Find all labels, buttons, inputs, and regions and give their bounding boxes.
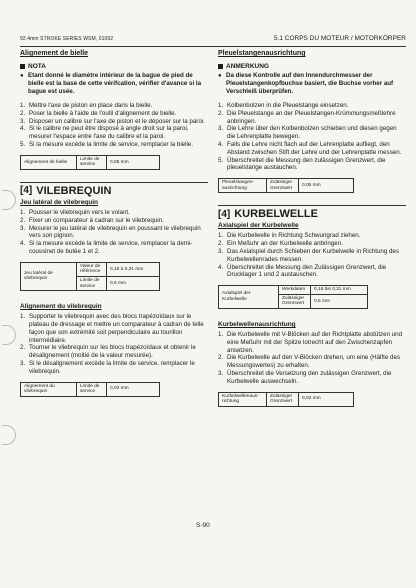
step-text: Si la mesure excède la limite de service, remplacer la bielle. (29, 140, 194, 148)
spec-limit-label: Zulässiger Grenzwert (279, 294, 311, 308)
step-number: 3. (20, 117, 26, 125)
step-number: 1. (20, 208, 26, 216)
step-item (20, 209, 208, 217)
step-list (218, 232, 406, 279)
chapter-heading: [4] KURBELWELLE (218, 205, 406, 220)
binder-hole (2, 325, 16, 345)
spec-table (218, 392, 354, 407)
step-item (20, 344, 208, 360)
spec-column: Limite de service (77, 155, 107, 169)
step-number: 4. (218, 140, 224, 148)
step-number: 3. (218, 125, 224, 133)
step-number: 4. (218, 263, 224, 271)
spec-column: Zulässiger Grenzwert (267, 392, 299, 406)
step-number: 2. (218, 354, 224, 362)
spec-table (20, 155, 160, 170)
step-list (20, 102, 208, 149)
step-number: 1. (218, 102, 224, 109)
chapter-heading: [4] VILEBREQUIN (20, 182, 208, 197)
step-number: 1. (218, 232, 224, 240)
step-number: 3. (20, 359, 26, 367)
step-item (20, 125, 208, 141)
step-item (218, 157, 406, 173)
step-text: Mettre l'axe de piston en place dans la bielle. (29, 102, 153, 109)
spec-value: 0,05 mm (299, 179, 354, 193)
subsection-title: Axialspiel der Kurbelwelle (218, 222, 299, 230)
step-item (218, 125, 406, 141)
step-number: 1. (20, 102, 26, 109)
step-text: Tourner le vilebrequin sur les blocs trapézoïdaux et obtenir le désalignement (moitié de la valeur mesurée). (29, 344, 196, 360)
step-item (218, 264, 406, 280)
french-column (20, 50, 208, 397)
step-text: Überschreitet die Messung den zulässigen Grenzwert, die pleuelstange austauchen. (227, 156, 386, 172)
step-text: Überschreitet die Versetzung den zulässigen Grenzwert, die Kurbelwelle auswechseln. (227, 369, 392, 385)
spec-table (20, 262, 160, 291)
step-number: 3. (20, 224, 26, 232)
step-text: Die Pleuelstange an der Pleuelstangen-Krümmungsmeßlehre anbringen. (227, 109, 396, 125)
step-item (20, 217, 208, 225)
square-bullet-icon (218, 64, 223, 69)
step-number: 4. (20, 240, 26, 248)
header-left: 92.4mm STROKE SERIES WSM, 01092 (20, 36, 114, 42)
step-item (20, 141, 208, 149)
step-number: 2. (20, 109, 26, 117)
spec-ref-value: 0,15 bis 0,31 mm (311, 286, 368, 295)
step-text: Die Kurbelwelle mit V-Blöcken auf der Richtplatte abstützen und eine Meßuhr mit der Spitze lotrecht auf den Zwischenzapfen ansetzen. (227, 330, 403, 354)
spec-value: 0,02 mm (299, 392, 354, 406)
step-text: Die Kurbelwelle auf den V-Blöcken drehen, um eine (Hälfte des Messungswertes) zu erhalten. (227, 354, 401, 370)
step-item (218, 102, 406, 110)
subsection-title: Alignement du vilebrequin (20, 303, 102, 311)
step-text: Kolbenbolzen in die Pleuelstange einsetzen. (227, 102, 349, 109)
step-number: 2. (20, 216, 26, 224)
step-item (218, 240, 406, 248)
step-text: Das Axialspiel durch Schieben der Kurbelwelle in Richtung des Kurbelwellenrades messen. (227, 247, 399, 263)
note-heading: NOTA (20, 63, 208, 70)
step-item (20, 360, 208, 376)
spec-ref-label: Werkdaten (279, 286, 311, 295)
section-title: Pleuelstangenausrichtung (218, 50, 306, 57)
step-text: Si la mesure excède la limite de service, remplacer la demi-coussinet de butée 1 et 2. (29, 240, 193, 255)
step-list (218, 331, 406, 386)
spec-label: Alignement de bielle (21, 155, 77, 169)
step-number: 1. (20, 313, 26, 321)
spec-limit-value: 0,5 mm (311, 294, 368, 308)
spec-label: Kurbelwellenaus-richtung (219, 392, 267, 406)
step-number: 2. (218, 109, 224, 117)
step-text: Si le calibre ne peut être disposé à angle droit sur la paroi, mesurer l'espace entre l'axe du calibre et la paroi. (29, 125, 189, 141)
step-list (20, 313, 208, 375)
step-text: Fixer un comparateur à cadran sur le vilebrequin. (29, 216, 164, 224)
step-text: Ein Meßuhr an der Kurbelwelle anbringen. (227, 240, 343, 248)
step-number: 2. (20, 344, 26, 352)
spec-label: Jeu latéral de vilebrequin (21, 262, 77, 290)
header-rule (20, 46, 406, 47)
step-text: Poser la bielle à l'aide de l'outil d'alignement de bielle. (29, 109, 177, 117)
spec-value: 0,05 mm (107, 155, 160, 169)
spec-table (20, 382, 160, 397)
step-item (20, 225, 208, 241)
step-text: Mesurer le jeu latéral de vilebrequin en poussant le vilebrequin vers son pignon. (29, 224, 201, 240)
square-bullet-icon (20, 64, 25, 69)
step-item (218, 110, 406, 126)
spec-column: Zulässiger Grenzwert (267, 179, 299, 193)
step-item (20, 102, 208, 110)
step-item (20, 240, 208, 256)
spec-table (218, 178, 354, 193)
step-list (218, 102, 406, 172)
page-number: S-90 (196, 522, 210, 529)
step-number: 5. (20, 140, 26, 148)
binder-hole (2, 425, 16, 445)
step-number: 3. (218, 247, 224, 255)
step-text: Die Kurbelwelle in Richtung Schwungrad ziehen. (227, 232, 361, 240)
header-right: 5.1 CORPS DU MOTEUR / MOTORKÖRPER (273, 35, 406, 42)
note-text: ● Da diese Kontrolle auf den Innendurchmesser der Pleuelstangenkopfbuchse basiert, die Buchse vorher auf Verschleiß überprüfen. (218, 72, 406, 96)
section-title: Alignement de bielle (20, 50, 89, 57)
step-item (218, 354, 406, 370)
step-number: 4. (20, 125, 26, 133)
spec-ref-label: Valeur de référence (77, 262, 107, 276)
spec-table (218, 285, 368, 309)
step-text: Die Lehre über den Kolbenbolzen schieben und diesen gegen die Lehrenplatte bewegen. (227, 125, 397, 141)
step-number: 1. (218, 330, 224, 338)
step-text: Si le désalignement excède la limite de service, remplacer le vilebrequin. (29, 359, 195, 375)
note-heading: ANMERKUNG (218, 63, 406, 70)
step-item (20, 313, 208, 344)
step-text: Disposer un calibre sur l'axe de piston et le déposer sur la paroi. (29, 117, 205, 125)
german-column (218, 50, 406, 407)
step-text: Supporter le vilebrequin avec des blocs trapézoïdaux sur le plateau de dressage et mettre un comparateur à cadran de telle façon que son extrémité soit perpendiculaire au tourillon intermédiaire. (29, 313, 204, 344)
spec-limit-value: 0,5 mm (107, 276, 160, 290)
binder-hole (2, 190, 16, 210)
step-text: Überschreitet die Messung den Zulässigen Grenzwert, die Drucklager 1 und 2 austauschen. (227, 263, 387, 279)
step-item (218, 248, 406, 264)
spec-label: Alignement du vilebrequin (21, 382, 77, 396)
spec-label: Axialspiel der Kurbelwelle (219, 286, 279, 309)
step-item (20, 110, 208, 118)
step-item (218, 141, 406, 157)
subsection-title: Kurbelwellenausrichtung (218, 320, 296, 328)
step-number: 5. (218, 156, 224, 164)
step-item (218, 232, 406, 240)
spec-limit-label: Limite de service (77, 276, 107, 290)
step-number: 2. (218, 240, 224, 248)
step-item (218, 331, 406, 354)
step-number: 3. (218, 369, 224, 377)
step-item (218, 370, 406, 386)
spec-label: Pleuelstangen-ausrichtung (219, 179, 267, 193)
step-text: Pousser le vilebrequin vers le volant. (29, 208, 130, 216)
spec-column: Limite de service (77, 382, 107, 396)
spec-ref-value: 0,15 à 0,31 mm (107, 262, 160, 276)
note-text: ● Etant donné le diamètre intérieur de la bague de pied de bielle est la base de cette vérifcation, vérifier d'avance si la bague est usée. (20, 72, 208, 96)
step-list (20, 209, 208, 256)
step-text: Falls die Lehre nicht flach auf der Lehrenplatte aufliegt, den Abstand zwischen Stift der Lehre und der Lehrenplatte messen. (227, 140, 402, 156)
spec-value: 0,02 mm (107, 382, 160, 396)
subsection-title: Jeu latéral de vilebrequin (20, 198, 99, 206)
step-item (20, 118, 208, 126)
